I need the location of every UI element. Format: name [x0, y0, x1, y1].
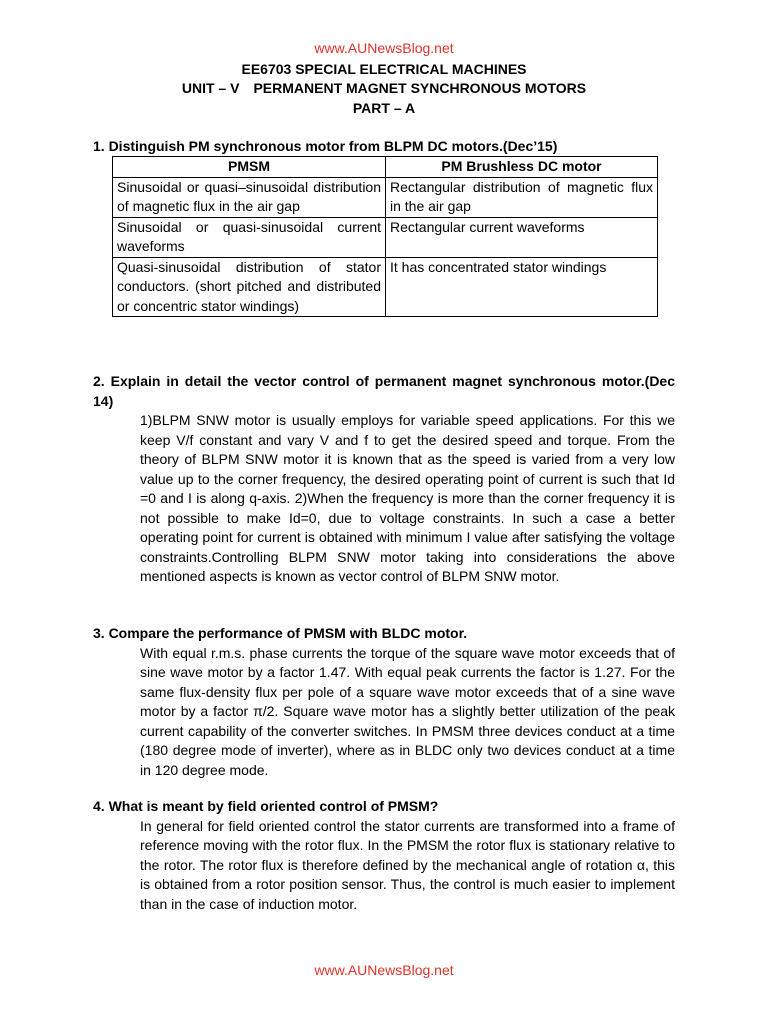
- question-3-title: 3. Compare the performance of PMSM with BLDC motor.: [93, 625, 468, 641]
- table-row: [113, 217, 658, 257]
- table-cell: Quasi-sinusoidal distribution of stator conductors. (short pitched and distributed or concentric stator windings): [113, 257, 386, 317]
- site-watermark-top: www.AUNewsBlog.net: [314, 40, 454, 56]
- unit-label: UNIT – V: [181, 80, 240, 96]
- question-3: [93, 624, 675, 780]
- comparison-table: [112, 156, 658, 317]
- question-4-answer: In general for field oriented control the stator currents are transformed into a frame of reference moving with the rotor flux. In the PMSM the rotor flux is stationary relative to the rotor. The rotor flux is therefore defined by the mechanical angle of rotation α, this is obtained from a rotor position sensor. Thus, the control is much easier to implement than in the case of induction motor.: [140, 817, 675, 912]
- table-header-row: [113, 157, 658, 178]
- question-1: [93, 137, 675, 157]
- question-3-answer: With equal r.m.s. phase currents the torque of the square wave motor exceeds that of sine wave motor by a factor 1.47. With equal peak currents the factor is 1.27. For the same flux-density flux per pole of a square wave motor exceeds that of a sine wave motor by a factor π/2. Square wave motor has a slightly better utilization of the peak current capability of the converter switches. In PMSM three devices conduct at a time (180 degree mode of inverter), where as in BLDC only two devices conduct at a time in 120 degree mode.: [140, 644, 675, 778]
- course-title: EE6703 SPECIAL ELECTRICAL MACHINES: [241, 61, 527, 77]
- site-watermark-bottom: www.AUNewsBlog.net: [314, 962, 454, 978]
- table-header-bldc: PM Brushless DC motor: [386, 157, 658, 178]
- question-2-answer: 1)BLPM SNW motor is usually employs for variable speed applications. For this we keep V/f constant and vary V and f to get the desired speed and torque. From the theory of BLPM SNW motor it is known that as the speed is varied from a very low value up to the corner frequency, the desired operating point of current is such that Id =0 and I is along q-axis. 2)When the frequency is more than the corner frequency it is not possible to make Id=0, due to voltage constraints. In such a case a better operating point for current is obtained with minimum I value after satisfying the voltage constraints.Controlling BLPM SNW motor taking into considerations the above mentioned aspects is known as vector control of BLPM SNW motor.: [140, 412, 675, 584]
- table-row: [113, 257, 658, 317]
- question-4-title: 4. What is meant by field oriented control of PMSM?: [93, 798, 439, 814]
- table-cell: Rectangular current waveforms: [386, 217, 658, 257]
- table-cell: Rectangular distribution of magnetic flux in the air gap: [386, 177, 658, 217]
- question-1-title: 1. Distinguish PM synchronous motor from BLPM DC motors.(Dec’15): [93, 138, 558, 154]
- table-header-pmsm: PMSM: [113, 157, 386, 178]
- question-2-title: 2. Explain in detail the vector control of permanent magnet synchronous motor.(Dec 14): [93, 373, 675, 409]
- table-cell: It has concentrated stator windings: [386, 257, 658, 317]
- unit-heading: [0, 80, 768, 96]
- table-row: [113, 177, 658, 217]
- unit-title: PERMANENT MAGNET SYNCHRONOUS MOTORS: [253, 80, 587, 96]
- question-4: [93, 797, 675, 914]
- part-heading: PART – A: [352, 100, 416, 116]
- table-cell: Sinusoidal or quasi–sinusoidal distribution of magnetic flux in the air gap: [113, 177, 386, 217]
- table-cell: Sinusoidal or quasi-sinusoidal current waveforms: [113, 217, 386, 257]
- question-2: [93, 372, 675, 587]
